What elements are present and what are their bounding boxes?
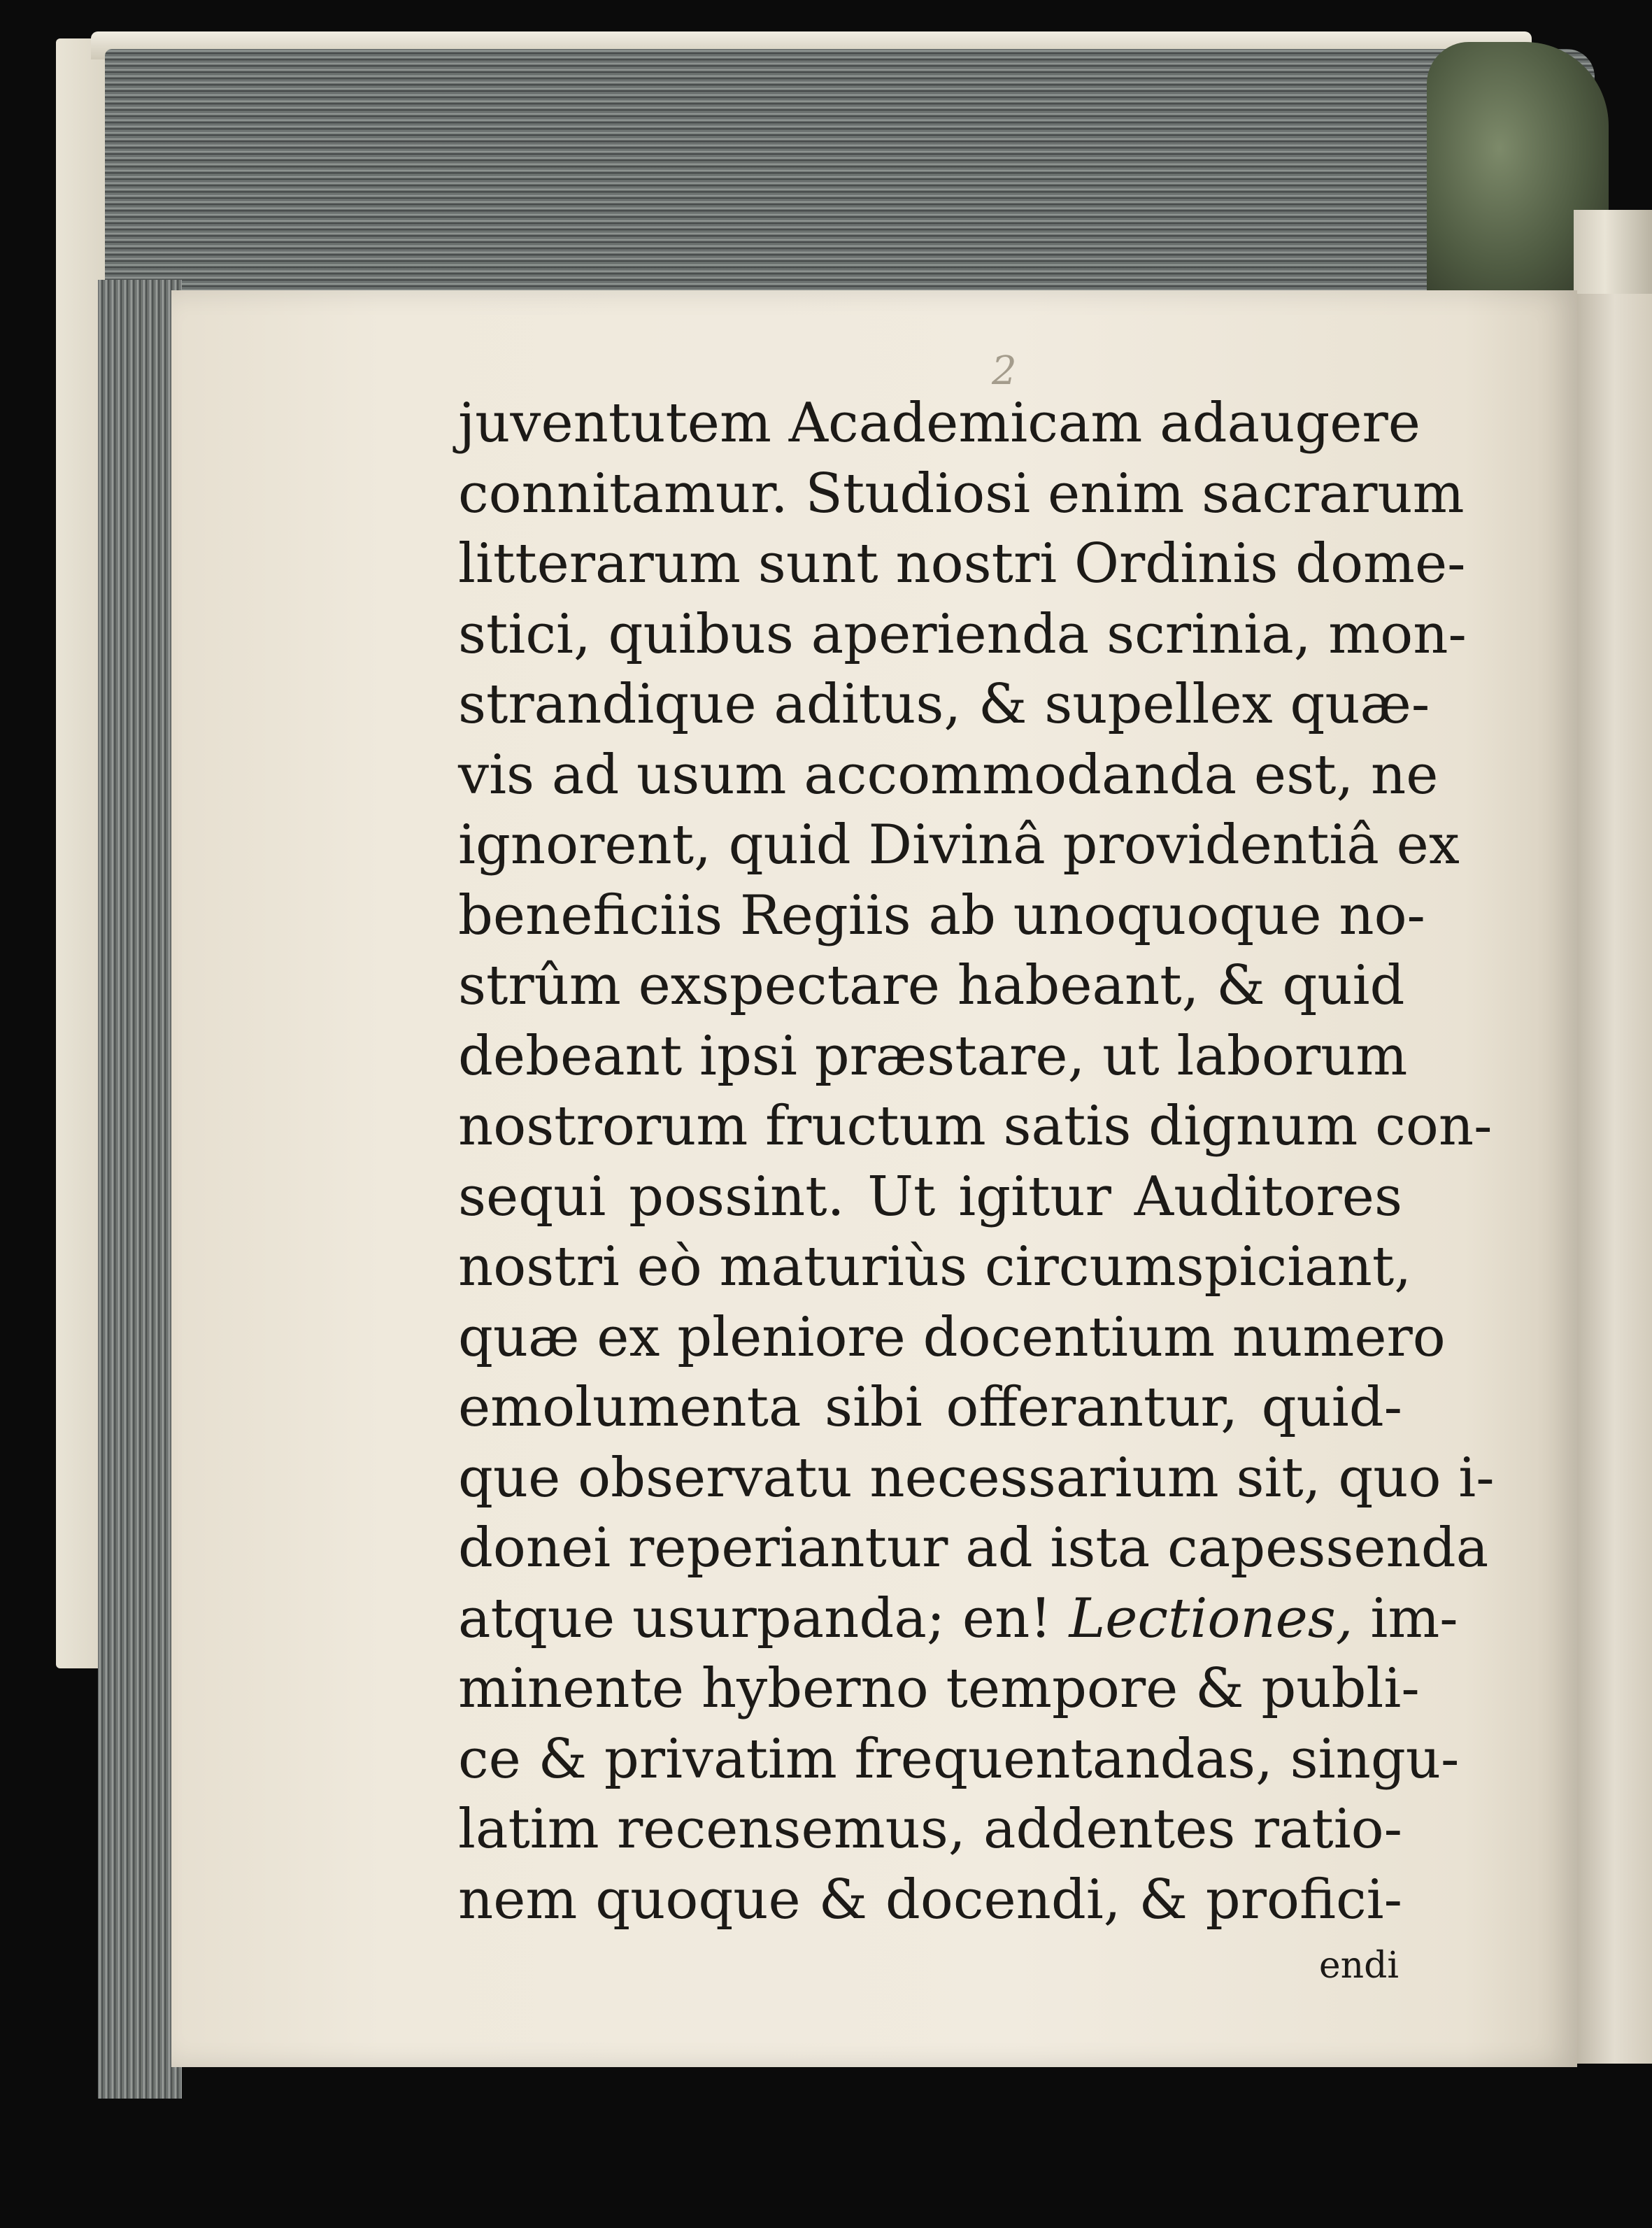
text-line: ce & privatim frequentandas, singu- [458,1727,1460,1791]
catchword: endi [1318,1945,1399,1987]
text-line: strûm exspectare habeant, & quid [458,954,1405,1017]
text-line: debeant ipsi præstare, ut laborum [458,1024,1408,1088]
facing-page-edge [1577,294,1652,2064]
text-line: juventutem Academicam adaugere [458,392,1420,455]
italic-word-lectiones: Lectiones, [1069,1587,1353,1650]
page-edges-left [98,280,182,2099]
text-line: connitamur. Studiosi enim sacrarum [458,462,1465,525]
text-line: litterarum sunt nostri Ordinis dome- [458,532,1466,595]
body-text [458,388,1495,1935]
text-line: latim recensemus, addentes ratio- [458,1798,1402,1861]
text-line-mixed [458,1584,1458,1654]
text-line: vis ad usum accommodanda est, ne [458,743,1439,807]
text-line: beneficiis Regiis ab unoquoque no- [458,884,1425,947]
pencil-page-number: 2 [992,348,1017,394]
text-line: emolumenta sibi offerantur, quid- [458,1376,1402,1439]
text-line: sequi possint. Ut igitur Auditores [458,1165,1402,1228]
text-line: quæ ex pleniore docentium numero [458,1305,1446,1369]
text-line: strandique aditus, & supellex quæ- [458,673,1430,736]
text-line: nem quoque & docendi, & profici- [458,1868,1402,1931]
page-edges-top [105,49,1595,301]
text-line: donei reperiantur ad ista capessenda [458,1517,1489,1580]
text-line: nostri eò maturiùs circumspiciant, [458,1235,1412,1298]
text-line: minente hyberno tempore & publi- [458,1657,1420,1720]
text-line: ignorent, quid Divinâ providentiâ ex [458,814,1460,877]
text-line: que observatu necessarium sit, quo i- [458,1446,1495,1510]
text-line: stici, quibus aperienda scrinia, mon- [458,602,1467,666]
text-line: nostrorum fructum satis dignum con- [458,1095,1493,1158]
text-segment: atque usurpanda; en! [458,1587,1069,1650]
text-segment: im- [1353,1587,1458,1650]
